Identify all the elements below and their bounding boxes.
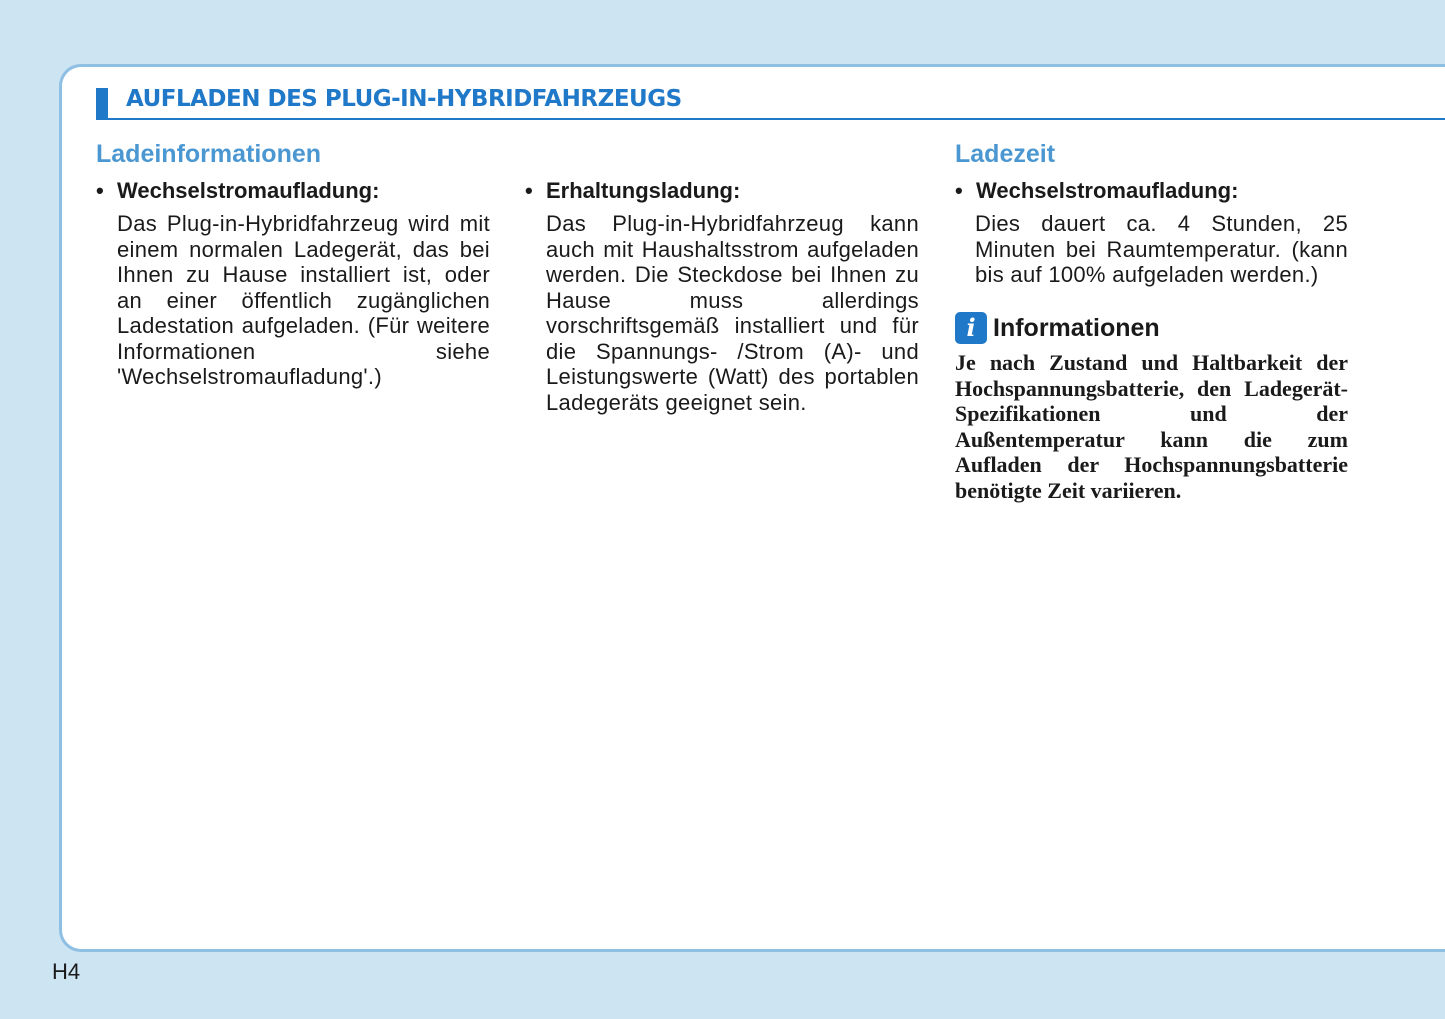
paragraph-ladezeit: Dies dauert ca. 4 Stunden, 25 Minuten bei Raumtemperatur. (kann bis auf 100% aufgeladen werden.): [975, 211, 1348, 287]
bullet-title: Wechselstromaufladung:: [976, 178, 1239, 203]
bullet-title: Erhaltungsladung:: [546, 178, 741, 203]
info-icon: i: [955, 312, 987, 344]
info-title: Informationen: [993, 313, 1160, 342]
bullet-dot: •: [955, 178, 963, 203]
bullet-dot: •: [525, 178, 533, 203]
section-title: AUFLADEN DES PLUG-IN-HYBRIDFAHRZEUGS: [126, 86, 682, 112]
info-paragraph: Je nach Zustand und Haltbarkeit der Hochspannungsbatterie, den Ladegerät-Spezifikationen und der Außentemperatur kann die zum Aufladen der Hochspannungsbatterie benötigte Zeit variieren.: [955, 350, 1348, 503]
bullet-wechselstromaufladung: [96, 178, 379, 204]
heading-ladezeit: Ladezeit: [955, 140, 1056, 168]
section-title-bar: [96, 86, 1445, 120]
bullet-erhaltungsladung: [525, 178, 740, 204]
title-marker: [96, 88, 108, 118]
paragraph-erhaltungsladung: Das Plug-in-Hybridfahrzeug kann auch mit Haushaltsstrom aufgeladen werden. Die Steckdose bei Ihnen zu Hause muss allerdings vorschriftsgemäß installiert und für die Spannungs- /Strom (A)- und Leistungswerte (Watt) des portablen Ladegeräts geeignet sein.: [546, 211, 919, 415]
page-number: H4: [52, 959, 81, 984]
heading-ladeinformationen: Ladeinformationen: [96, 140, 322, 168]
bullet-ladezeit-wechselstrom: [955, 178, 1238, 204]
paragraph-wechselstromaufladung: Das Plug-in-Hybridfahrzeug wird mit einem normalen Ladegerät, das bei Ihnen zu Hause installiert ist, oder an einer öffentlich zugänglichen Ladestation aufgeladen. (Für weitere Informationen siehe 'Wechselstromaufladung'.): [117, 211, 490, 389]
bullet-title: Wechselstromaufladung:: [117, 178, 380, 203]
info-header: [955, 312, 1160, 346]
bullet-dot: •: [96, 178, 104, 203]
